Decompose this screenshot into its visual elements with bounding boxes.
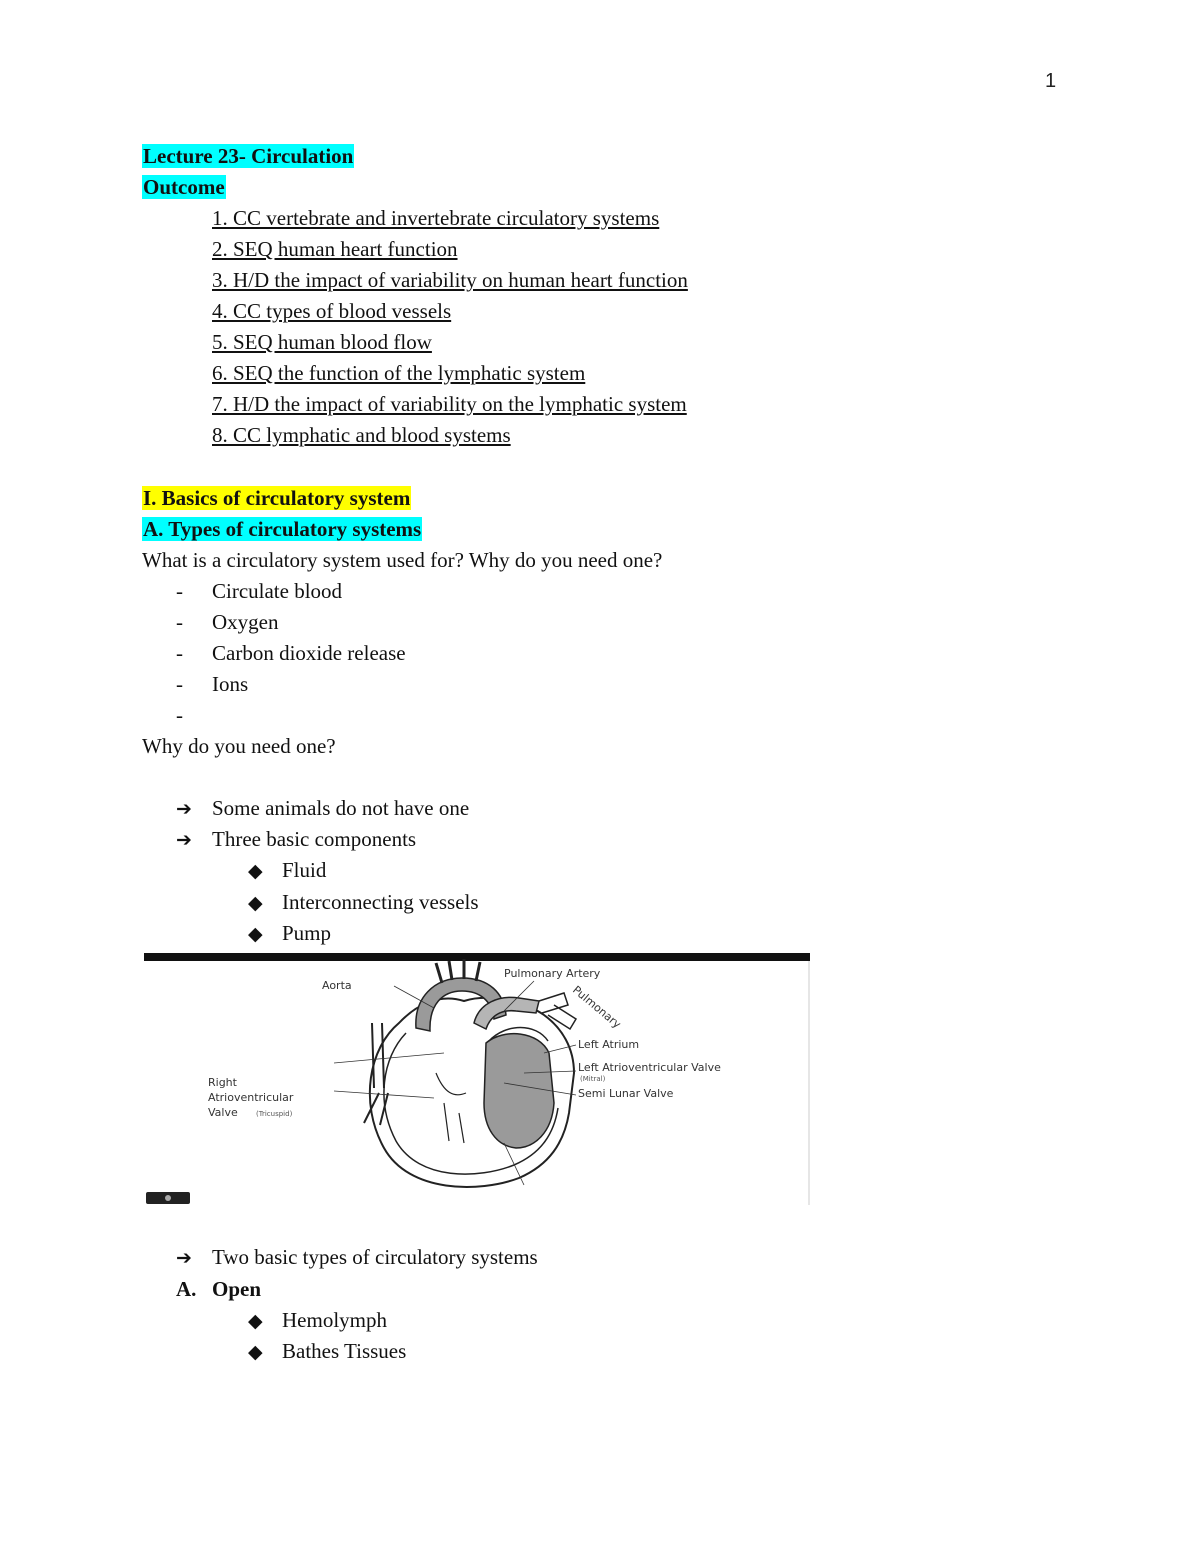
outcome-item: 8. CC lymphatic and blood systems <box>212 423 511 447</box>
lecture-title <box>142 142 354 170</box>
section-heading <box>142 484 411 512</box>
arrow-list-item <box>176 1243 538 1272</box>
arrow-list-item <box>176 825 416 854</box>
dash-marker: - <box>176 610 183 634</box>
heart-diagram-svg <box>144 953 810 1205</box>
outcome-item: 1. CC vertebrate and invertebrate circulatory systems <box>212 206 660 230</box>
diamond-icon: ◆ <box>248 923 263 945</box>
label-mitral: (Mitral) <box>580 1075 606 1083</box>
subsection-heading <box>142 515 422 543</box>
list-item <box>176 608 279 636</box>
letter-marker: A. <box>176 1277 197 1301</box>
list-item-text: Circulate blood <box>212 579 343 603</box>
arrow-icon: ➔ <box>176 829 192 851</box>
label-tricuspid: (Tricuspid) <box>256 1110 293 1118</box>
diamond-list-item-text: Fluid <box>282 858 327 882</box>
section-heading-text: I. Basics of circulatory system <box>143 486 411 510</box>
diagram-top-bar <box>144 953 810 961</box>
diamond-list-item <box>248 919 331 948</box>
diamond-icon: ◆ <box>248 1341 263 1363</box>
list-item <box>176 577 342 605</box>
arrow-list-item-text: Three basic components <box>212 827 417 851</box>
heart-diagram <box>144 953 810 1205</box>
outcome-item: 4. CC types of blood vessels <box>212 299 452 323</box>
diamond-list-item-text: Interconnecting vessels <box>282 890 479 914</box>
arrow-list-item-text: Two basic types of circulatory systems <box>212 1245 538 1269</box>
label-pulmonary: Pulmonary <box>570 983 624 1032</box>
list-item-text: Ions <box>212 672 249 696</box>
label-right-av-2: Atrioventricular <box>208 1091 294 1104</box>
list-item <box>176 701 212 729</box>
diamond-icon: ◆ <box>248 892 263 914</box>
left-ventricle-shape <box>484 1034 554 1148</box>
label-right-av-3: Valve <box>208 1106 238 1119</box>
diamond-list-item-text: Bathes Tissues <box>282 1339 407 1363</box>
outcome-item: 3. H/D the impact of variability on human heart function <box>212 268 688 292</box>
arrow-icon: ➔ <box>176 1247 192 1269</box>
dash-marker: - <box>176 703 183 727</box>
lecture-title-text: Lecture 23- Circulation <box>143 144 354 168</box>
label-pulmonary-artery: Pulmonary Artery <box>504 967 601 980</box>
diamond-list-item <box>248 856 326 885</box>
page-number: 1 <box>1045 70 1057 92</box>
dash-marker: - <box>176 579 183 603</box>
diamond-list-item-text: Hemolymph <box>282 1308 387 1332</box>
label-left-av-valve: Left Atrioventricular Valve <box>578 1061 721 1074</box>
question-text: Why do you need one? <box>142 734 336 758</box>
arrow-list-item-text: Some animals do not have one <box>212 796 470 820</box>
outcome-item: 5. SEQ human blood flow <box>212 330 432 354</box>
pulmonary-veins-shape <box>539 993 576 1029</box>
dash-marker: - <box>176 641 183 665</box>
arrow-list-item <box>176 794 469 823</box>
subsection-heading-text: A. Types of circulatory systems <box>143 517 422 541</box>
open-type-heading <box>176 1275 261 1303</box>
list-item-text: Oxygen <box>212 610 279 634</box>
outcome-item: 2. SEQ human heart function <box>212 237 458 261</box>
diamond-list-item-text: Pump <box>282 921 332 945</box>
label-aorta: Aorta <box>322 979 352 992</box>
list-item <box>176 670 248 698</box>
question-text: What is a circulatory system used for? Why do you need one? <box>142 548 663 572</box>
open-type-label: Open <box>212 1277 262 1301</box>
camera-lens-icon <box>165 1195 171 1201</box>
diamond-icon: ◆ <box>248 1310 263 1332</box>
diamond-list-item <box>248 1306 387 1335</box>
label-semi-lunar-valve: Semi Lunar Valve <box>578 1087 674 1100</box>
list-item-text: Carbon dioxide release <box>212 641 406 665</box>
outcome-heading <box>142 173 226 201</box>
label-left-atrium: Left Atrium <box>578 1038 640 1051</box>
outcome-heading-text: Outcome <box>143 175 225 199</box>
outcome-item: 7. H/D the impact of variability on the lymphatic system <box>212 392 687 416</box>
diamond-list-item <box>248 888 479 917</box>
diamond-list-item <box>248 1337 406 1366</box>
list-item <box>176 639 406 667</box>
valve-chordae <box>436 1073 466 1143</box>
outcome-item: 6. SEQ the function of the lymphatic system <box>212 361 586 385</box>
diamond-icon: ◆ <box>248 860 263 882</box>
arrow-icon: ➔ <box>176 798 192 820</box>
label-right-av-1: Right <box>208 1076 237 1089</box>
dash-marker: - <box>176 672 183 696</box>
